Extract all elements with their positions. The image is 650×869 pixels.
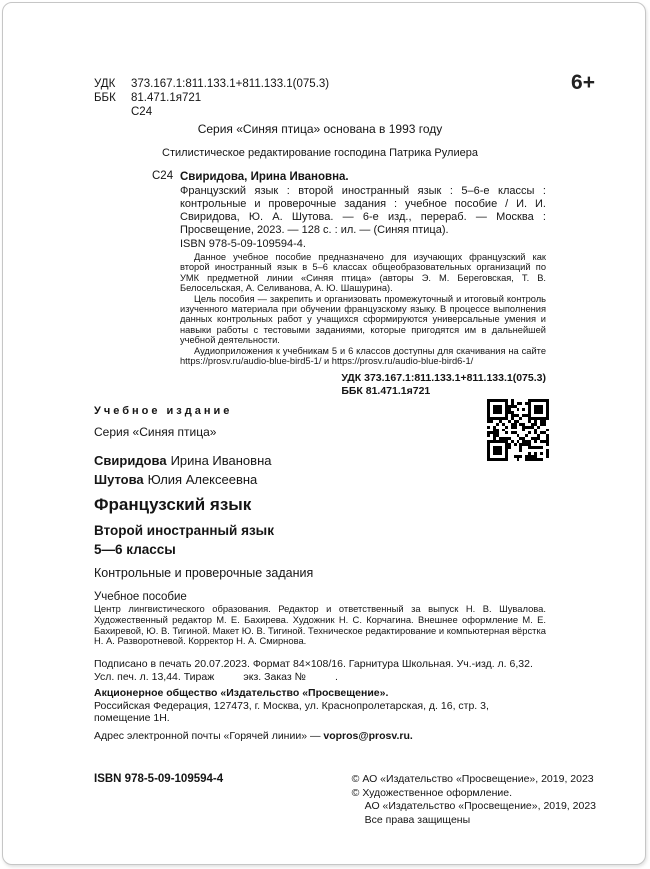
copyright-line: АО «Издательство «Просвещение», 2019, 2023 xyxy=(364,800,596,812)
author-sign: С24 xyxy=(131,106,153,118)
author-name xyxy=(94,451,546,470)
copyright-line: © АО «Издательство «Просвещение», 2019, 2023 xyxy=(351,773,594,785)
style-editing-note: Стилистическое редактирование господина Патрика Рулиера xyxy=(162,147,478,159)
author-surname: Свиридова xyxy=(94,453,167,468)
udk-value: 373.167.1:811.133.1+811.133.1(075.3) xyxy=(131,78,330,90)
staff-credits: Центр лингвистического образования. Редактор и ответственный за выпуск Н. В. Шувалова. Художественный редактор М. Е. Бахирева. Художник Н. С. Корчагина. Внешнее оформление М. Е. Бахиревой, Ю. В. Тигиной. Макет Ю. В. Тигиной. Техническое редактирование и компьютерная вёрстка Н. А. Разворотневой. Корректор Н. А. Смирнова. xyxy=(94,603,546,647)
classification-codes xyxy=(94,77,546,119)
catalog-entry xyxy=(94,170,546,398)
annotation-paragraph: Аудиоприложения к учебникам 5 и 6 классов доступны для скачивания на сайте https://prosv.ru/audio-blue-bird5-1/ и https://prosv.ru/audio-blue-bird6-1/ xyxy=(180,345,546,367)
bbk-label: ББК xyxy=(94,92,116,104)
edition-head xyxy=(94,405,546,439)
publisher-address: Российская Федерация, 127473, г. Москва, ул. Краснопролетарская, д. 16, стр. 3, помещение 1Н. xyxy=(94,699,489,724)
annotation-paragraph: Цель пособия — закрепить и организовать промежуточный и итоговый контроль изученного материала при обучении французскому языку. В процессе выполнения данных контрольных работ у учащихся сформируются универсальные умения и навыки работы с тестовыми заданиями, которые пригодятся им в дальнейшей учебной деятельности. xyxy=(180,293,546,346)
catalog-code: С24 xyxy=(152,170,174,182)
book-title: Французский язык xyxy=(94,495,252,514)
annotation-paragraph: Данное учебное пособие предназначено для изучающих французский как второй иностранный язык в 5–6 классах общеобразовательных организаций по УМК предметной линии «Синяя птица» (авторы Э. М. Береговская, Т. В. Белосельская, А. Селиванова, А. Ю. Шашурина). xyxy=(180,252,546,294)
grades: 5—6 классы xyxy=(94,542,176,557)
copyright-block xyxy=(352,773,596,827)
edition-type: Учебное издание xyxy=(94,405,233,417)
annotation xyxy=(180,252,546,366)
bbk-repeat: ББК 81.471.1я721 xyxy=(341,385,431,398)
print-info: Подписано в печать 20.07.2023. Формат 84×108/16. Гарнитура Школьная. Уч.-изд. л. 6,32. Усл. печ. л. 13,44. Тираж экз. Заказ № . xyxy=(94,658,536,683)
page-footer xyxy=(94,773,596,827)
copyright-line: © Художественное оформление. xyxy=(351,786,513,799)
author-given: Ирина Ивановна xyxy=(170,453,272,468)
age-rating-badge: 6+ xyxy=(571,71,595,94)
udk-row xyxy=(94,77,546,91)
udk-bbk-repeat xyxy=(341,372,546,398)
tasks-subtitle: Контрольные и проверочные задания xyxy=(94,566,314,580)
catalog-description: Французский язык : второй иностранный язык : 5–6-е классы : контрольные и проверочные задания : учебное пособие / И. И. Свиридова, Ю. А. Шутова. — 6-е изд., перераб. — Москва : Просвещение, 2023. — 128 с. : ил. — (Синяя птица). xyxy=(180,185,546,236)
hotline-prefix: Адрес электронной почты «Горячей линии» — xyxy=(94,729,324,742)
author-surname: Шутова xyxy=(94,472,144,487)
bbk-row xyxy=(94,91,546,105)
series-name: Серия «Синяя птица» xyxy=(94,425,217,439)
catalog-author: Свиридова, Ирина Ивановна. xyxy=(180,171,349,183)
catalog-isbn: ISBN 978-5-09-109594-4. xyxy=(180,238,306,250)
edition-kind: Учебное пособие xyxy=(94,591,187,603)
udk-repeat: УДК 373.167.1:811.133.1+811.133.1(075.3) xyxy=(341,372,546,385)
book-subtitle: Второй иностранный язык xyxy=(94,523,274,538)
publisher-block xyxy=(94,687,546,742)
authors-block xyxy=(94,451,546,489)
bbk-value: 81.471.1я721 xyxy=(131,92,202,104)
publisher-name: Акционерное общество «Издательство «Просвещение». xyxy=(94,687,389,699)
series-founded-note: Серия «Синяя птица» основана в 1993 году xyxy=(197,122,443,136)
rights-line: Все права защищены xyxy=(364,813,471,826)
udk-label: УДК xyxy=(94,78,116,90)
author-given: Юлия Алексеевна xyxy=(147,472,258,487)
author-sign-row xyxy=(94,105,546,119)
catalog-body xyxy=(180,170,546,398)
book-imprint-page xyxy=(2,2,646,865)
isbn: ISBN 978-5-09-109594-4 xyxy=(94,773,224,785)
hotline-line xyxy=(94,730,546,743)
title-block xyxy=(94,495,546,603)
author-name xyxy=(94,470,546,489)
hotline-email: vopros@prosv.ru. xyxy=(323,729,413,742)
